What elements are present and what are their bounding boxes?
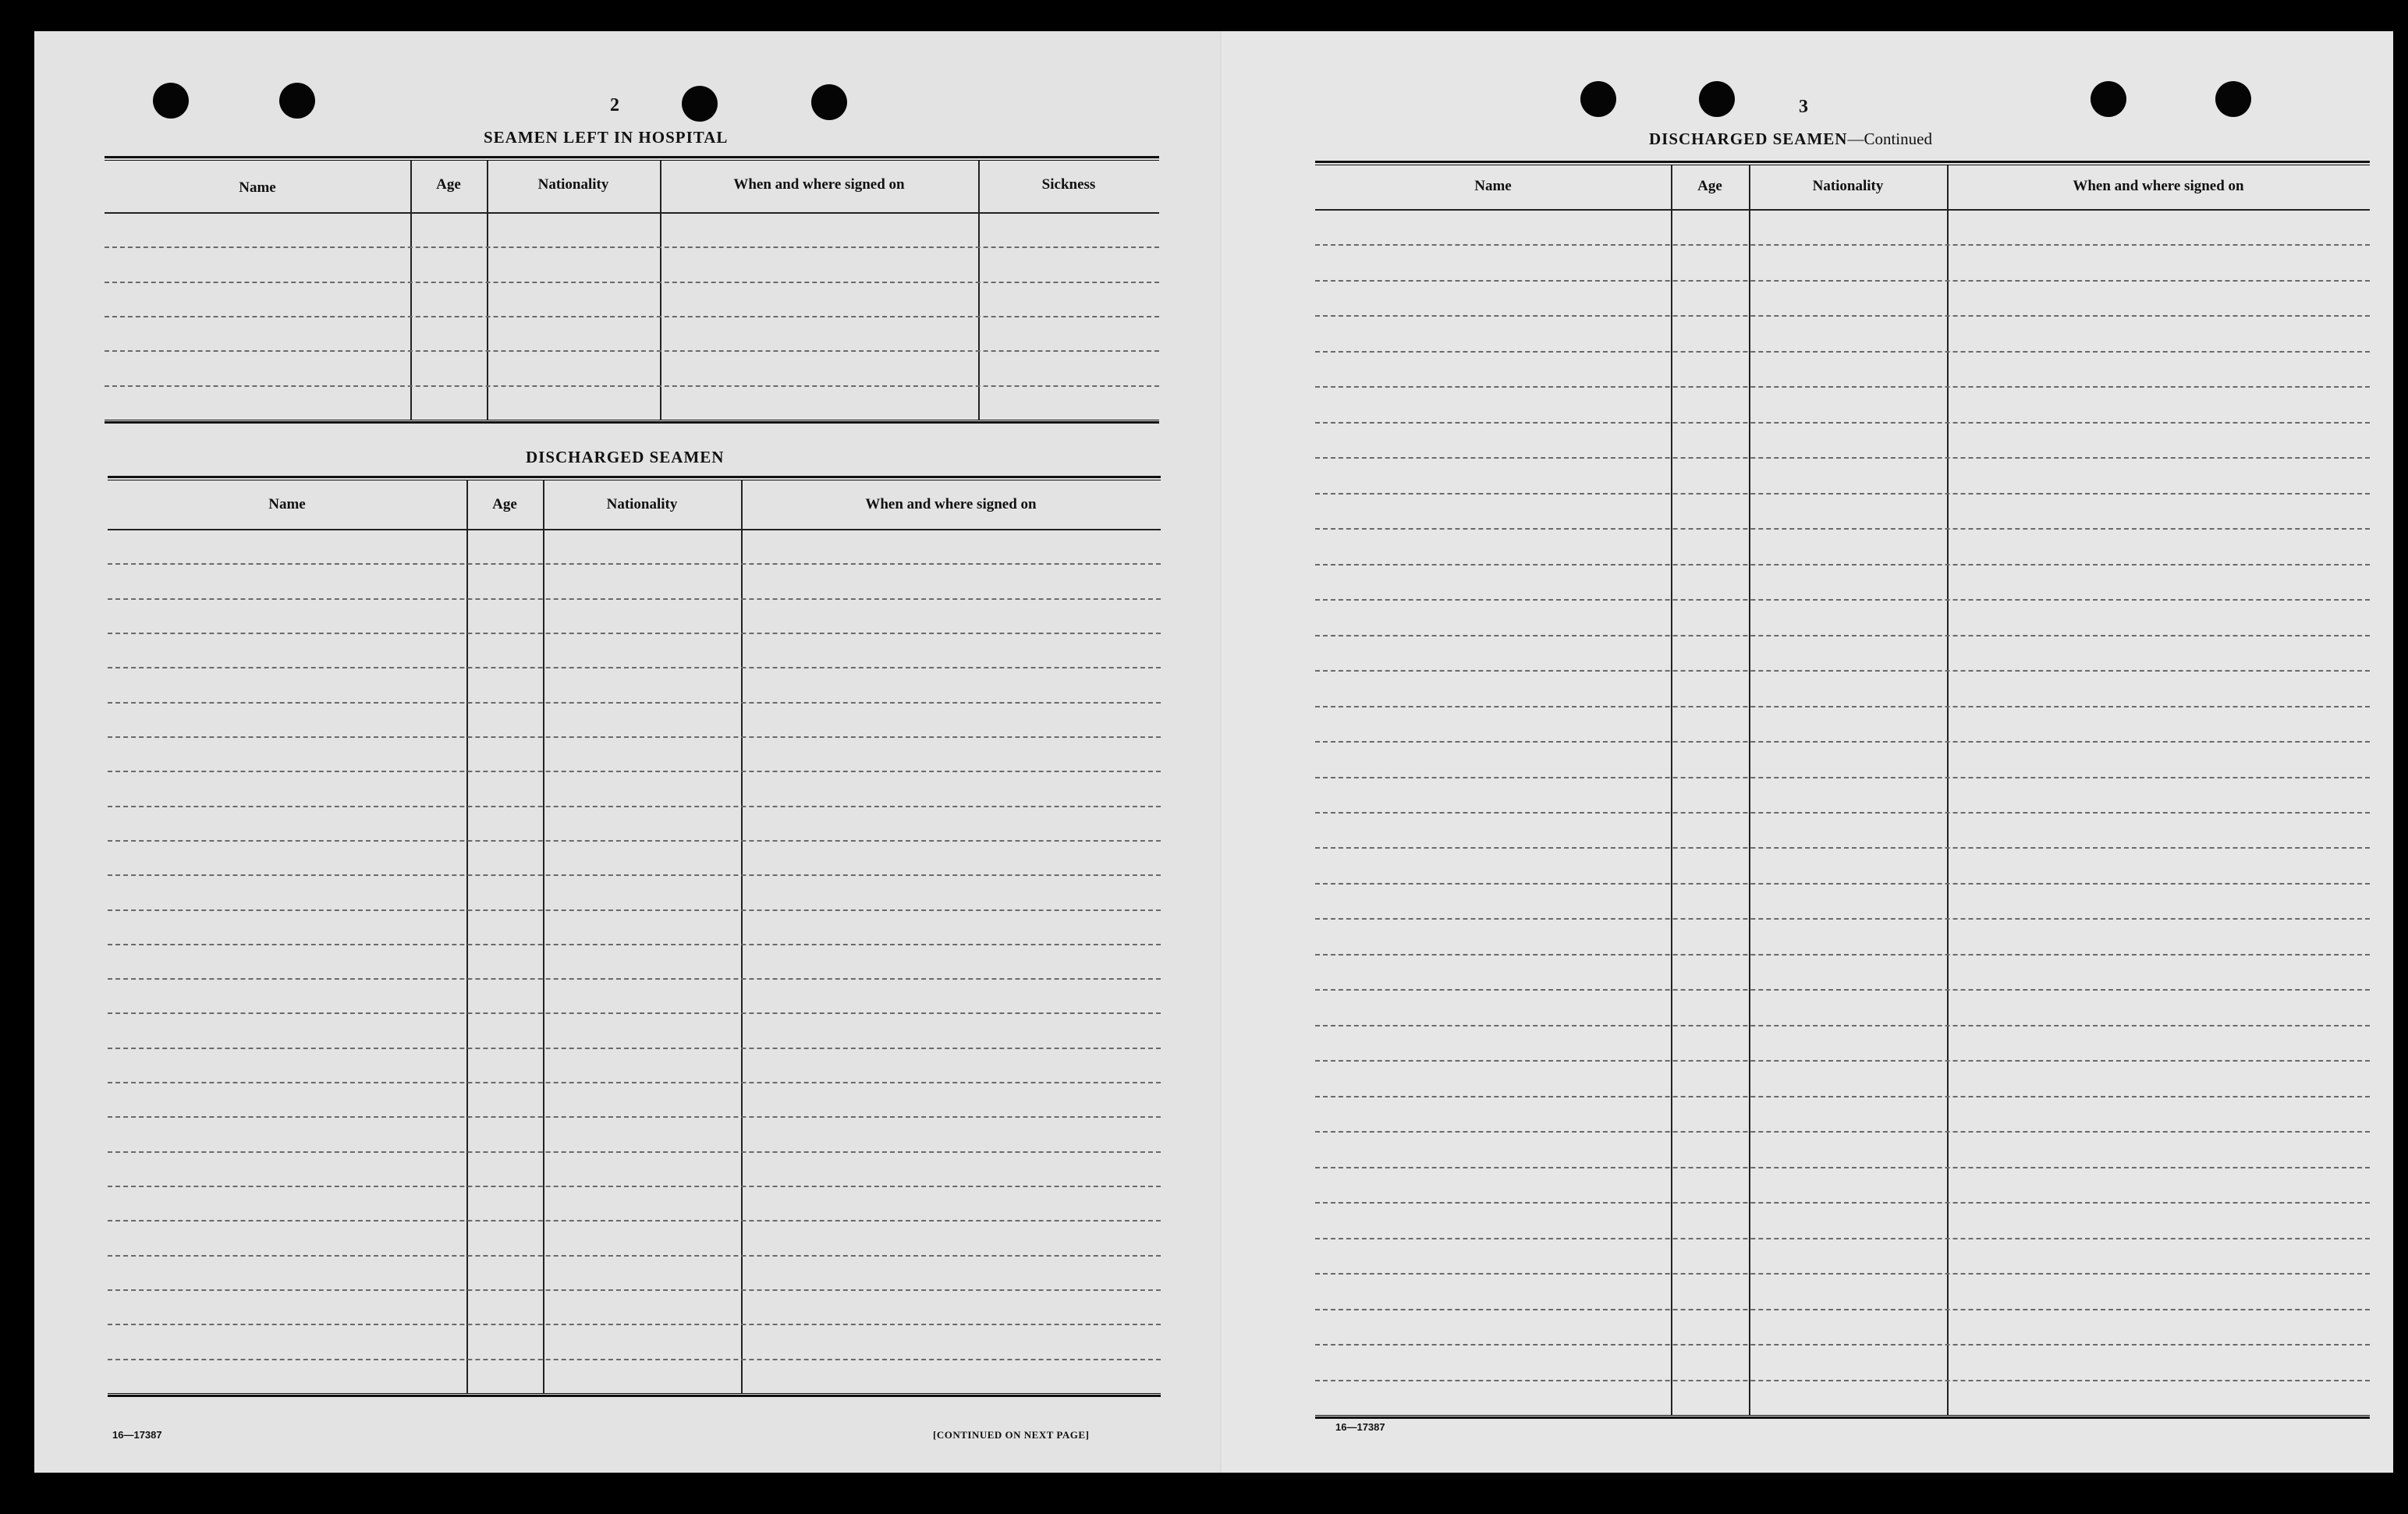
col-header-nationality: Nationality [606,496,678,512]
discharged-continued-table [1315,161,2370,1420]
table-row [1315,741,2370,743]
punch-hole [279,83,315,119]
table-row [1315,989,2370,991]
table-row [1315,1273,2370,1275]
table-row [108,1048,1161,1049]
table-row [1315,457,2370,459]
table-row [1315,493,2370,495]
col-header-name: Name [268,496,306,512]
table-top-rule [1315,161,2370,165]
table-row [1315,1309,2370,1310]
table-row [108,909,1161,911]
table-row [105,316,1159,317]
table-row [108,944,1161,945]
table-row [108,633,1161,634]
table-bottom-rule [1315,1415,2370,1419]
table-bottom-rule [108,1393,1161,1397]
table-row [1315,528,2370,530]
table-row [108,563,1161,565]
col-header-age: Age [492,496,517,512]
continued-note: [CONTINUED ON NEXT PAGE] [933,1429,1090,1441]
col-header-age: Age [1697,178,1722,194]
table-row [108,978,1161,980]
table-row [108,736,1161,738]
punch-hole [1580,81,1616,117]
table-top-rule [108,476,1161,480]
page-number: 3 [1799,97,1808,117]
table-row [1315,918,2370,920]
table-row [108,598,1161,600]
table-row [1315,422,2370,424]
table-row [1315,599,2370,601]
table-row [1315,564,2370,566]
table-row [1315,670,2370,672]
table-row [1315,1167,2370,1168]
col-header-name: Name [1474,178,1512,194]
table-row [1315,386,2370,388]
section-title-suffix: —Continued [1847,129,1932,148]
table-row [108,1186,1161,1187]
form-code: 16—17387 [112,1429,162,1441]
col-header-nationality: Nationality [537,176,609,193]
punch-hole [682,86,718,122]
table-row [1315,1238,2370,1239]
punch-hole [153,83,189,119]
table-row [1315,1202,2370,1204]
col-header-nationality: Nationality [1812,178,1884,194]
table-row [1315,351,2370,353]
punch-hole [811,84,847,120]
table-row [1315,1096,2370,1097]
table-row [108,1012,1161,1014]
table-row [108,840,1161,842]
table-row [1315,244,2370,246]
hospital-section-title: SEAMEN LEFT IN HOSPITAL [484,128,729,147]
discharged-continued-title [1649,129,1932,149]
table-row [1315,706,2370,707]
table-row [1315,1060,2370,1062]
table-bottom-rule [105,420,1159,424]
table-row [108,1255,1161,1257]
table-row [108,1220,1161,1221]
punch-hole [2215,81,2251,117]
col-header-age: Age [436,176,461,193]
right-page [1223,31,2393,1473]
col-header-signed-on: When and where signed on [865,496,1037,512]
table-row [1315,883,2370,885]
table-rows [105,212,1159,420]
table-row [108,1324,1161,1325]
table-row [108,702,1161,704]
discharged-table [108,476,1161,1426]
table-row [105,282,1159,283]
table-row [105,350,1159,352]
table-row [1315,847,2370,849]
col-header-signed-on: When and where signed on [2073,178,2244,194]
scanned-sheet [34,31,2393,1473]
table-row [1315,812,2370,814]
table-row [1315,315,2370,317]
table-row [108,667,1161,668]
table-row [108,1359,1161,1360]
table-row [108,874,1161,876]
table-row [1315,1131,2370,1133]
punch-hole [2091,81,2126,117]
table-row [1315,954,2370,956]
table-top-rule [105,156,1159,161]
form-code: 16—17387 [1335,1421,1385,1433]
table-row [1315,1344,2370,1346]
page-number: 2 [610,95,619,115]
discharged-section-title: DISCHARGED SEAMEN [526,448,725,466]
table-row [105,246,1159,248]
table-rows [108,529,1161,1393]
hospital-table [105,156,1159,426]
table-row [1315,1380,2370,1381]
table-rows [1315,209,2370,1415]
table-row [108,1082,1161,1083]
section-title-main: DISCHARGED SEAMEN [1649,129,1848,148]
punch-hole [1699,81,1735,117]
table-row [108,1116,1161,1118]
table-row [108,1289,1161,1291]
table-row [105,385,1159,387]
left-page [34,31,1223,1473]
table-row [1315,1025,2370,1026]
col-header-name: Name [239,179,276,196]
table-row [108,771,1161,772]
col-header-signed-on: When and where signed on [733,176,905,193]
col-header-sickness: Sickness [1041,176,1096,193]
table-row [1315,635,2370,636]
table-row [1315,280,2370,282]
table-row [108,806,1161,807]
table-row [1315,777,2370,778]
table-row [108,1151,1161,1153]
